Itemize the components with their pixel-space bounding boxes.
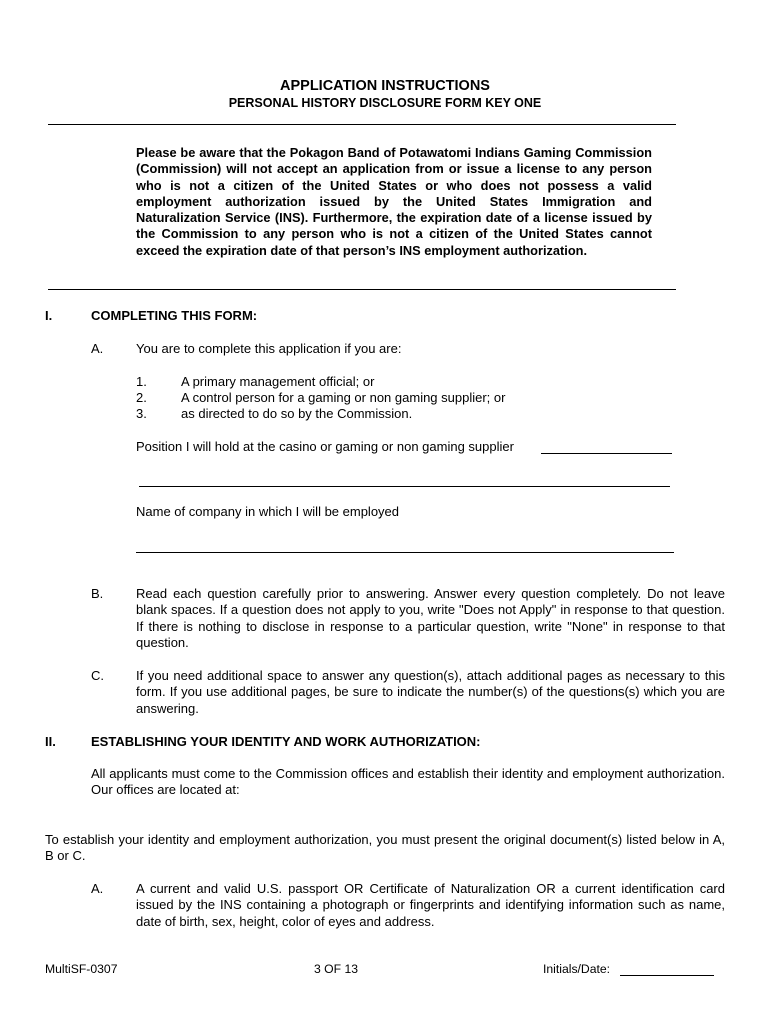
position-label: Position I will hold at the casino or gaming or non gaming supplier — [136, 439, 514, 454]
company-field[interactable] — [136, 552, 674, 553]
item-c-text: If you need additional space to answer any question(s), attach additional pages as necessary to this form. If you use additional pages, be sure to indicate the number(s) of the questions(s) which you are answering. — [136, 668, 725, 716]
page-subtitle: PERSONAL HISTORY DISCLOSURE FORM KEY ONE — [228, 96, 542, 110]
citizenship-warning: Please be aware that the Pokagon Band of Potawatomi Indians Gaming Commission (Commission) will not accept an application from or issue a license to any person who is not a citizen of the United States or who does not possess a valid employment authorization issued by the United States Immigration and Naturalization Service (INS). Furthermore, the expiration date of a license issued by the Commission to any person who is not a citizen of the United States cannot exceed the expiration date of that person’s INS employment authorization. — [136, 145, 652, 258]
list-item-num: 1. — [136, 374, 147, 389]
item-a-letter: A. — [91, 341, 104, 356]
initials-date-label: Initials/Date: — [543, 962, 611, 976]
company-label: Name of company in which I will be employed — [136, 504, 400, 519]
section-2-item-a-letter: A. — [91, 881, 104, 896]
section-2-item-a-text: A current and valid U.S. passport OR Certificate of Naturalization OR a current identification card issued by the INS containing a photograph or fingerprints and identifying information such as name, date of birth, sex, height, color of eyes and address. — [136, 881, 725, 929]
list-item: as directed to do so by the Commission. — [181, 406, 413, 421]
position-field-continued[interactable] — [139, 486, 670, 487]
section-2-numeral: II. — [45, 734, 56, 749]
position-field[interactable] — [541, 453, 672, 454]
page-title: APPLICATION INSTRUCTIONS — [280, 78, 490, 94]
divider-bottom — [48, 289, 676, 290]
list-item-num: 3. — [136, 406, 147, 421]
section-2-intro: All applicants must come to the Commission offices and establish their identity and employment authorization. Our offices are located at: — [91, 766, 725, 798]
page-number: 3 OF 13 — [314, 962, 359, 976]
initials-date-field[interactable] — [620, 975, 714, 976]
item-a-text: You are to complete this application if you are: — [136, 341, 402, 356]
item-b-text: Read each question carefully prior to answering. Answer every question completely. Do not leave blank spaces. If a question does not apply to you, write "Does not Apply" in response to that question. If there is nothing to disclose in response to a particular question, write "None" in response to that question. — [136, 586, 725, 650]
divider-top — [48, 124, 676, 125]
section-1-numeral: I. — [45, 308, 53, 323]
item-c-letter: C. — [91, 668, 104, 683]
section-2-instruction: To establish your identity and employment authorization, you must present the original document(s) listed below in A, B or C. — [45, 832, 725, 864]
form-id: MultiSF-0307 — [45, 962, 118, 976]
item-b-letter: B. — [91, 586, 104, 601]
list-item: A primary management official; or — [181, 374, 375, 389]
list-item: A control person for a gaming or non gaming supplier; or — [181, 390, 506, 405]
list-item-num: 2. — [136, 390, 147, 405]
section-2-heading: ESTABLISHING YOUR IDENTITY AND WORK AUTHORIZATION: — [91, 734, 481, 749]
section-1-heading: COMPLETING THIS FORM: — [91, 308, 258, 323]
